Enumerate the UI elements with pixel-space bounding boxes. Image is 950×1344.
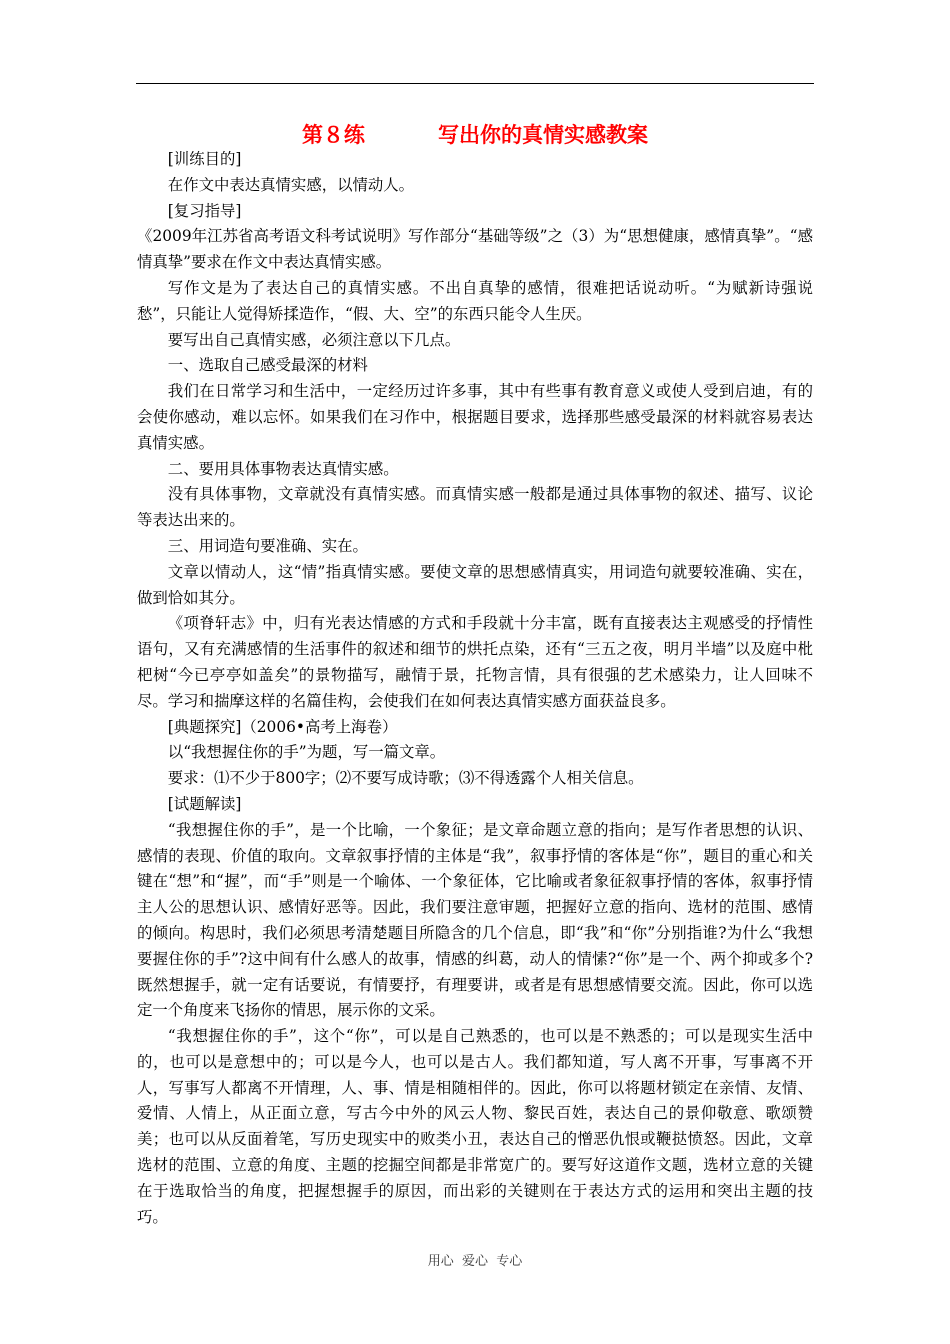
section-label-example: [典题探究]（2006•高考上海卷）	[167, 717, 398, 736]
document-body	[137, 147, 813, 1230]
paragraph: “我想握住你的手”，是一个比喻，一个象征；是文章命题立意的指向；是写作者思想的认识、感情的表现、价值的取向。文章叙事抒情的主体是“我”，叙事抒情的客体是“你”，题目的重心和关键在“想”和“握”，而“手”则是一个喻体、一个象征体，它比喻或者象征叙事抒情的客体，叙事抒情主人公的思想认识、感情好恶等。因此，我们要注意审题，把握好立意的指向、选材的范围、感情的倾向。构思时，我们必须思考清楚题目所隐含的几个信息，即“我”和“你”分别指谁?为什么“我想要握住你的手”?这中间有什么感人的故事，情感的纠葛，动人的情愫?“你”是一个、两个抑或多个?既然想握手，就一定有话要说，有情要抒，有理要讲，或者是有思想感情要交流。因此，你可以选定一个角度来飞扬你的情思，展示你的文采。	[137, 820, 813, 1020]
paragraph: 我们在日常学习和生活中，一定经历过许多事，其中有些事有教育意义或使人受到启迪，有的会使你感动，难以忘怀。如果我们在习作中，根据题目要求，选择那些感受最深的材料就容易表达真情实感。	[137, 382, 813, 452]
section-label-purpose: [训练目的]	[167, 150, 242, 168]
subheading-1: 一、选取自己感受最深的材料	[167, 356, 368, 375]
paragraph: “我想握住你的手”，这个“你”，可以是自己熟悉的，也可以是不熟悉的；可以是现实生活中的，也可以是意想中的；可以是今人，也可以是古人。我们都知道，写人离不开事，写事离不开人，写事写人都离不开情理，人、事、情是相随相伴的。因此，你可以将题材锁定在亲情、友情、爱情、人情上，从正面立意，写古今中外的风云人物、黎民百姓，表达自己的景仰敬意、歌颂赞美；也可以从反面着笔，写历史现实中的败类小丑，表达自己的憎恶仇恨或鞭挞愤怒。因此，文章选材的范围、立意的角度、主题的挖掘空间都是非常宽广的。要写好这道作文题，选材立意的关键在于选取恰当的角度，把握想握手的原因，而出彩的关键则在于表达方式的运用和突出主题的技巧。	[137, 1027, 813, 1226]
subheading-2: 二、要用具体事物表达真情实感。	[167, 459, 399, 478]
requirements: 要求：⑴不少于800字；⑵不要写成诗歌；⑶不得透露个人相关信息。	[167, 769, 644, 788]
paragraph: 文章以情动人，这“情”指真情实感。要使文章的思想感情真实，用词造句就要较准确、实在，做到恰如其分。	[137, 562, 813, 607]
paragraph: 《2009年江苏省高考语文科考试说明》写作部分“基础等级”之（3）为“思想健康，感情真挚”。“感情真挚”要求在作文中表达真情实感。	[137, 227, 813, 272]
section-label-analysis: [试题解读]	[167, 794, 242, 813]
paragraph: 没有具体事物，文章就没有真情实感。而真情实感一般都是通过具体事物的叙述、描写、议论等表达出来的。	[137, 485, 813, 530]
paragraph: 要写出自己真情实感，必须注意以下几点。	[167, 330, 461, 349]
paragraph: 写作文是为了表达自己的真情实感。不出自真挚的感情，很难把话说动听。“为赋新诗强说愁”，只能让人觉得矫揉造作，“假、大、空”的东西只能令人生厌。	[137, 278, 813, 323]
subheading-3: 三、用词造句要准确、实在。	[167, 536, 368, 555]
paragraph: 在作文中表达真情实感，以情动人。	[167, 175, 415, 194]
page-footer: 用心 爱心 专心	[427, 1254, 523, 1269]
header-rule	[136, 83, 814, 84]
paragraph: 《项脊轩志》中，归有光表达情感的方式和手段就十分丰富，既有直接表达主观感受的抒情性语句，又有充满感情的生活事件的叙述和细节的烘托点染，还有“三五之夜，明月半墙”以及庭中枇杷树“今已亭亭如盖矣”的景物描写，融情于景，托物言情，具有很强的艺术感染力，让人回味不尽。学习和揣摩这样的名篇佳构，会使我们在如何表达真情实感方面获益良多。	[137, 614, 813, 710]
paragraph: 以“我想握住你的手”为题，写一篇文章。	[167, 743, 446, 762]
section-label-guidance: [复习指导]	[167, 201, 242, 220]
page-title: 第８练 写出你的真情实感教案	[301, 122, 649, 147]
